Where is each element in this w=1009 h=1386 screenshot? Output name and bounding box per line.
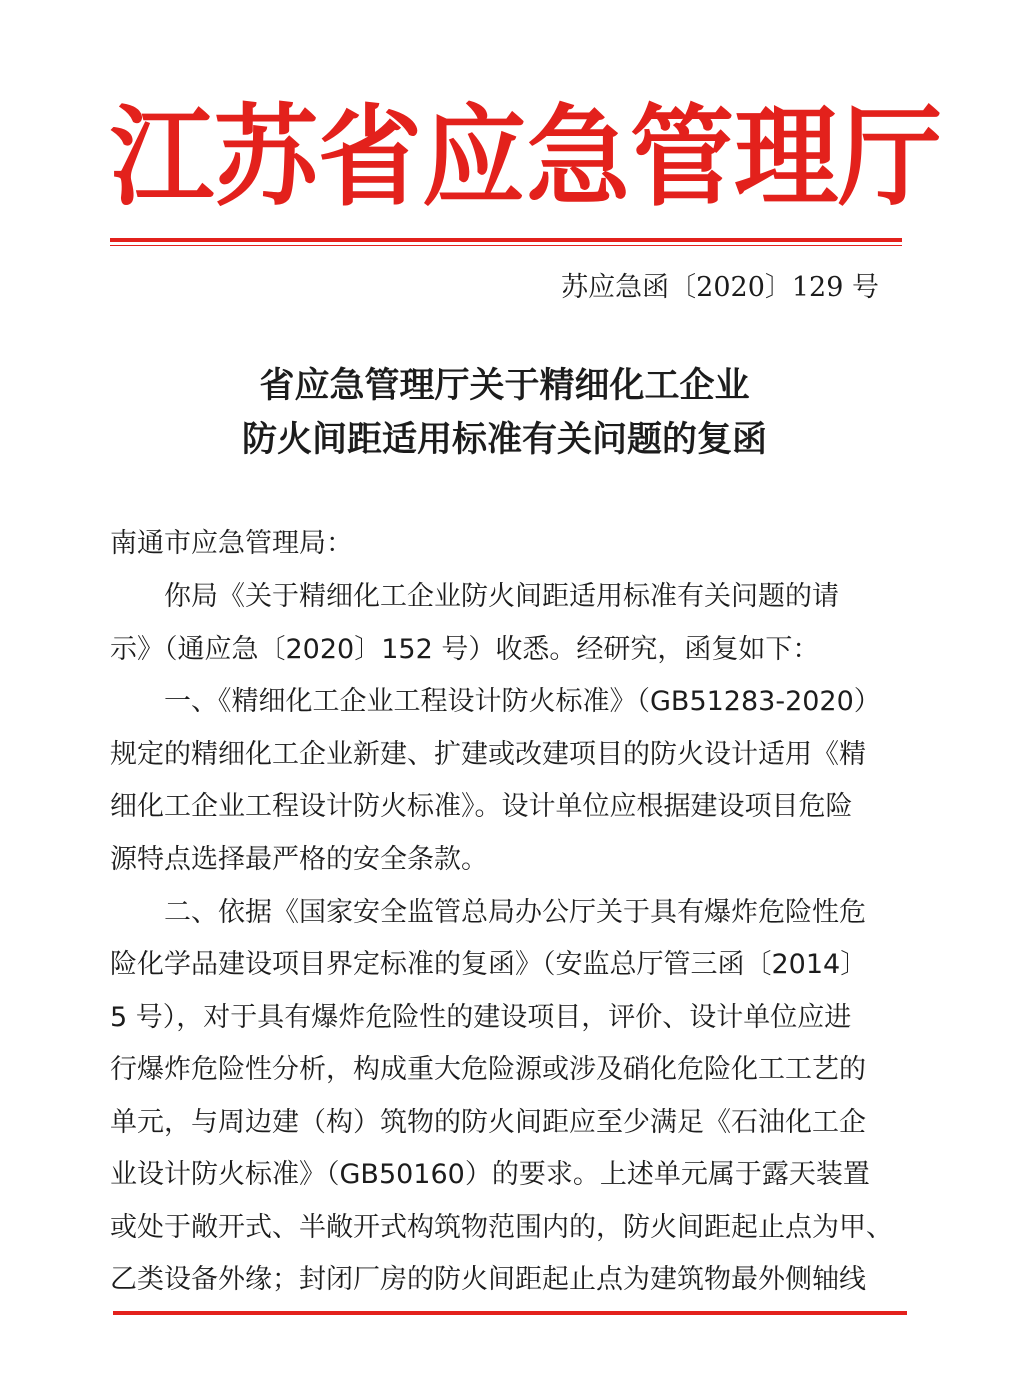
body-line: 你局《关于精细化工企业防火间距适用标准有关问题的请	[110, 581, 839, 612]
masthead	[110, 91, 943, 222]
body-line: 源特点选择最严格的安全条款。	[110, 844, 488, 875]
body-line: 险化学品建设项目界定标准的复函》（安监总厅管三函〔2014〕	[110, 949, 868, 980]
masthead-char: 急	[526, 91, 631, 222]
masthead-divider	[110, 238, 902, 242]
body-line: 业设计防火标准》（GB50160）的要求。上述单元属于露天装置	[110, 1159, 870, 1190]
document-number: 苏应急函〔2020〕129 号	[561, 272, 879, 303]
body-line: 规定的精细化工企业新建、扩建或改建项目的防火设计适用《精	[110, 739, 866, 770]
body-line: 单元，与周边建（构）筑物的防火间距应至少满足《石油化工企	[110, 1107, 866, 1138]
body-line: 行爆炸危险性分析，构成重大危险源或涉及硝化危险化工工艺的	[110, 1054, 866, 1085]
masthead-char: 苏	[214, 91, 319, 222]
masthead-char: 应	[422, 91, 527, 222]
body-line: 或处于敞开式、半敞开式构筑物范围内的，防火间距起止点为甲、	[110, 1212, 893, 1243]
footer-divider	[113, 1311, 907, 1315]
body-line: 5 号），对于具有爆炸危险性的建设项目，评价、设计单位应进	[110, 1002, 852, 1033]
masthead-char: 理	[734, 91, 839, 222]
masthead-divider-thin	[110, 245, 902, 246]
masthead-char: 管	[630, 91, 735, 222]
body-line: 示》（通应急〔2020〕152 号）收悉。经研究，函复如下：	[110, 634, 820, 665]
masthead-char: 省	[318, 91, 423, 222]
masthead-char: 厅	[838, 91, 943, 222]
body-line: 细化工企业工程设计防火标准》。设计单位应根据建设项目危险	[110, 791, 853, 822]
document-title-line-1: 省应急管理厅关于精细化工企业	[259, 365, 750, 406]
addressee: 南通市应急管理局：	[110, 528, 353, 559]
body-line: 乙类设备外缘；封闭厂房的防火间距起止点为建筑物最外侧轴线	[110, 1264, 866, 1295]
document-title-line-2: 防火间距适用标准有关问题的复函	[241, 419, 767, 460]
body-line: 一、《精细化工企业工程设计防火标准》（GB51283-2020）	[110, 686, 881, 717]
body-line: 二、依据《国家安全监管总局办公厅关于具有爆炸危险性危	[110, 897, 866, 928]
masthead-char: 江	[110, 91, 215, 222]
